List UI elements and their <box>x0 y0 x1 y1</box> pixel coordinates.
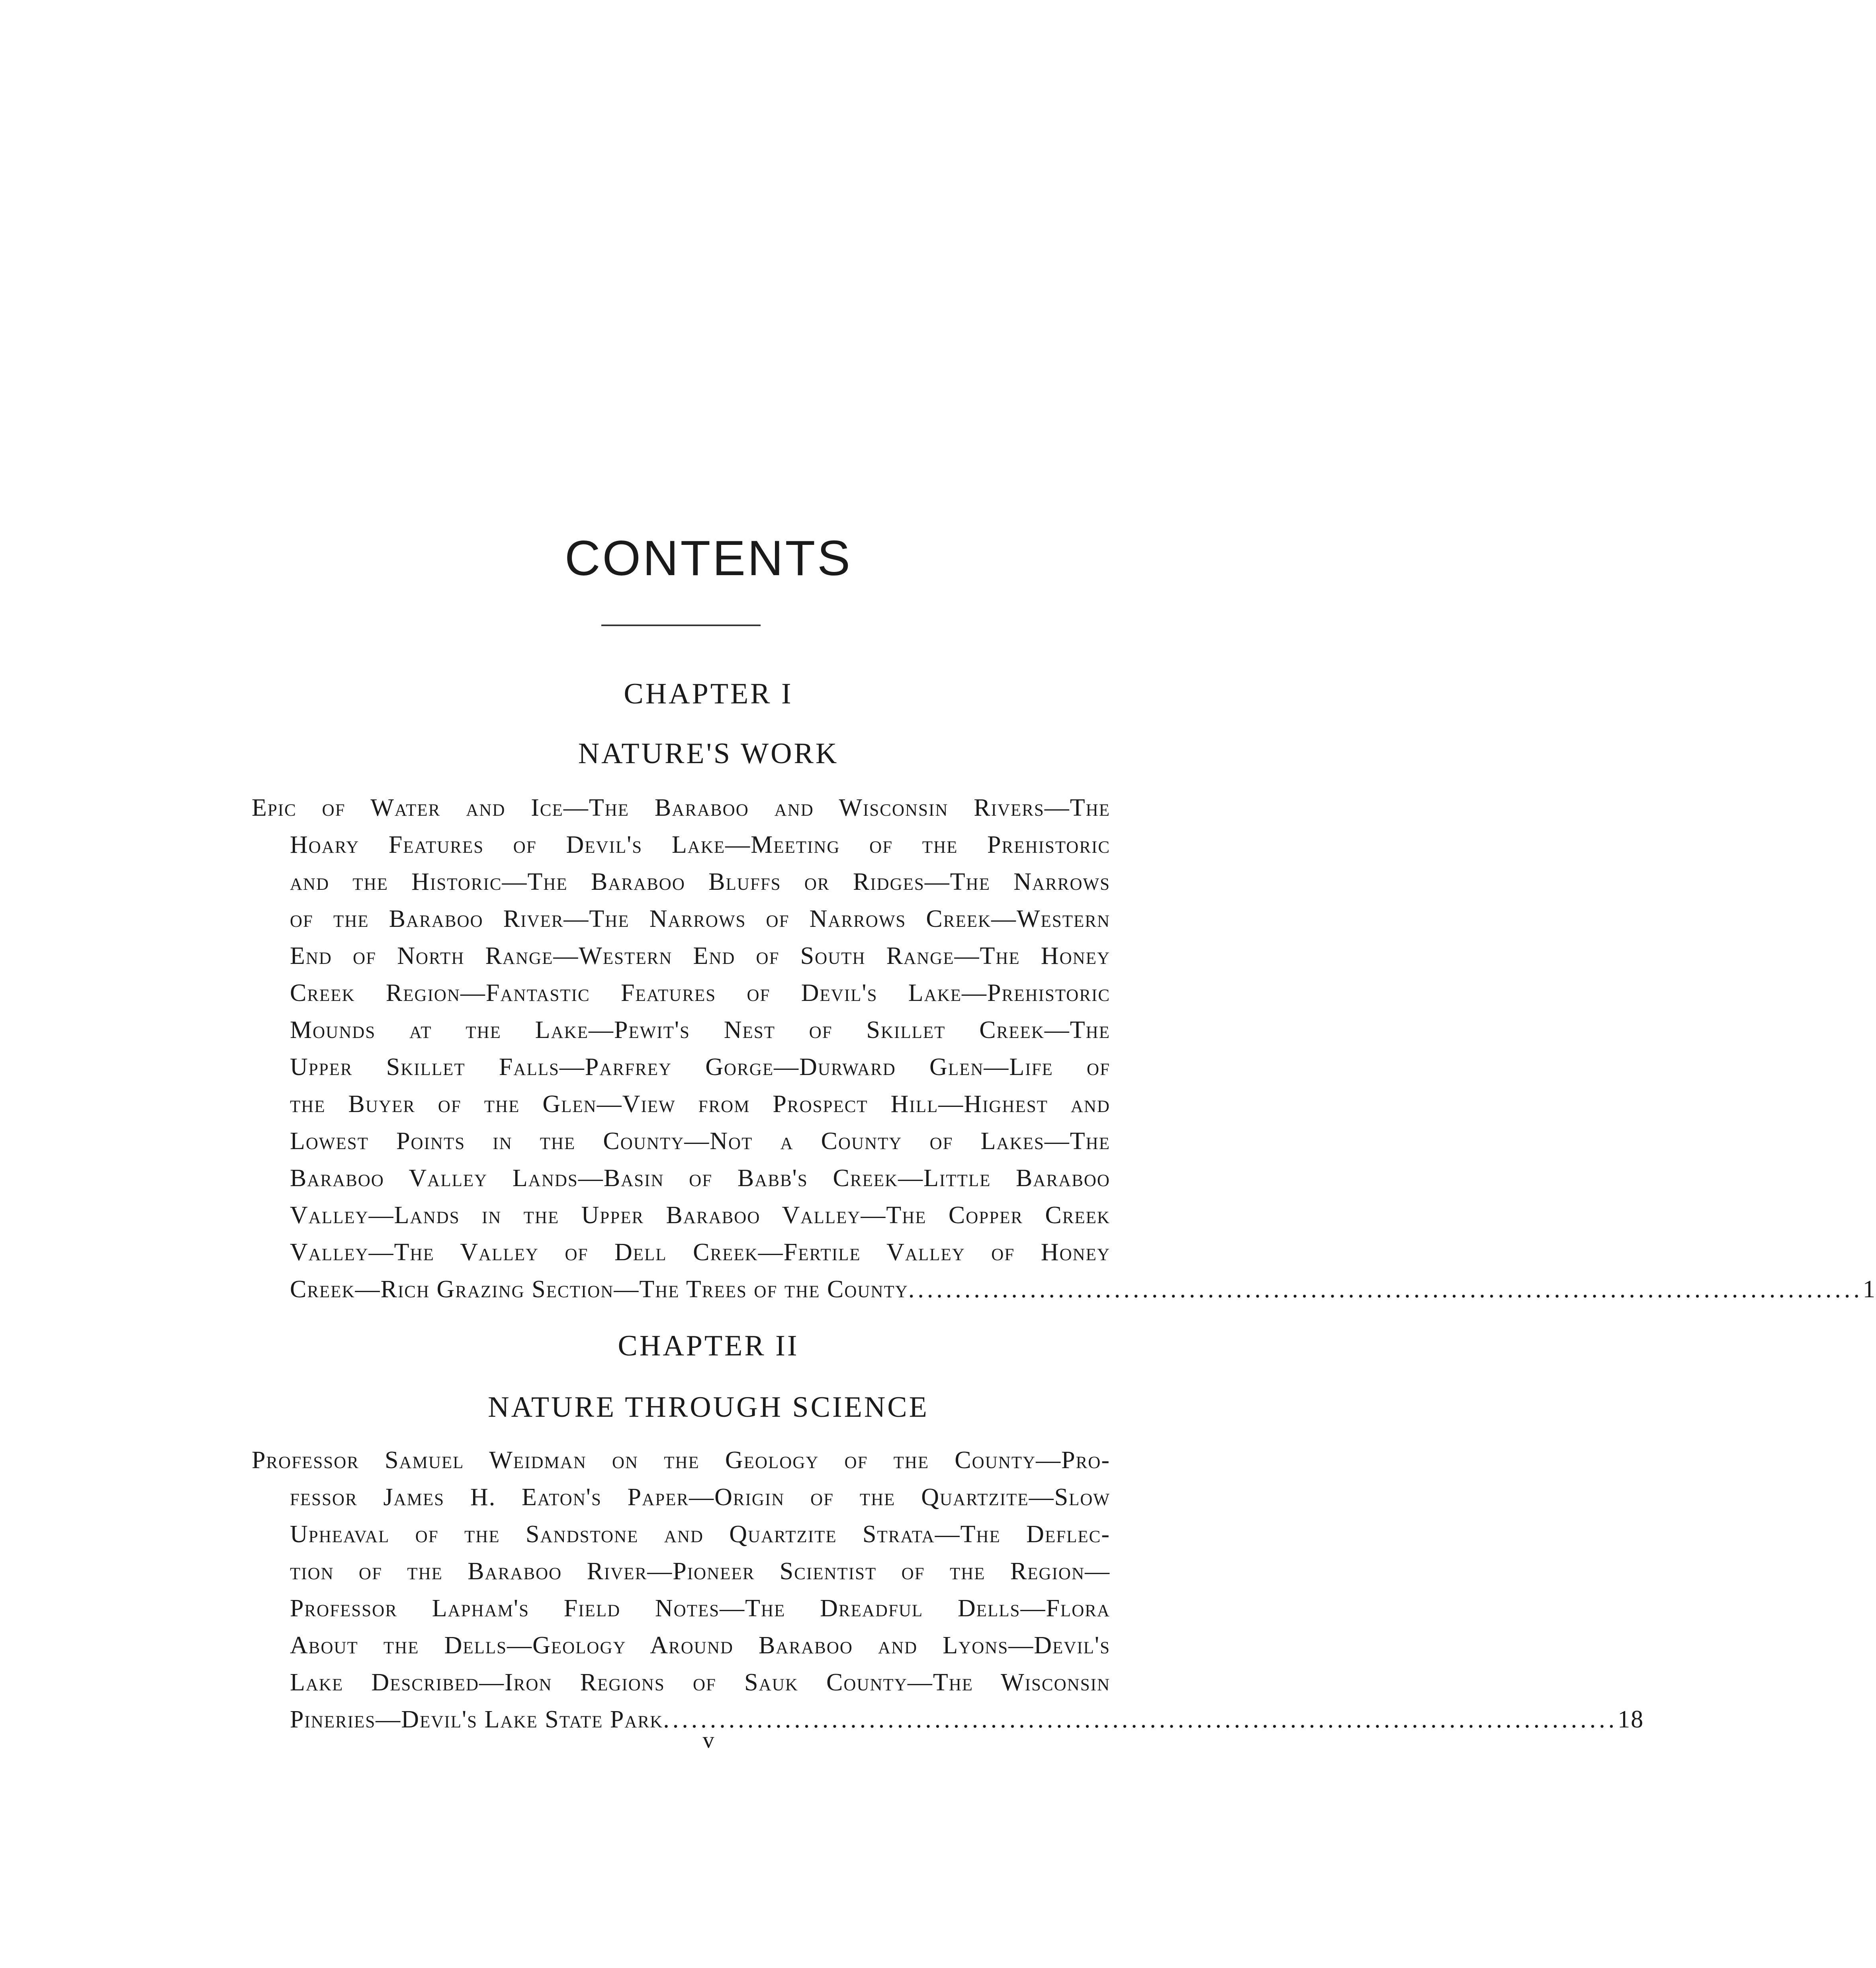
chapter-1-summary <box>252 789 1876 1308</box>
chapter-1-number: CHAPTER I <box>624 678 793 710</box>
summary-line: About the Dells—Geology Around Baraboo and Lyons—Devil's <box>290 1632 1110 1659</box>
chapter-2-summary <box>252 1442 1644 1738</box>
contents-heading: CONTENTS <box>565 531 852 586</box>
dot-leader: ...................................................................................................... <box>908 1276 1863 1303</box>
summary-line: Valley—The Valley of Dell Creek—Fertile Valley of Honey <box>290 1239 1110 1266</box>
summary-line: and the Historic—The Baraboo Bluffs or Ridges—The Narrows <box>290 868 1110 895</box>
summary-line: Lowest Points in the County—Not a County of Lakes—The <box>290 1128 1110 1155</box>
chapter-1-title: NATURE'S WORK <box>578 737 839 770</box>
chapter-2-page-number: 18 <box>1618 1706 1644 1733</box>
summary-line: Upheaval of the Sandstone and Quartzite Strata—The Deflec- <box>290 1521 1110 1548</box>
dot-leader: ...................................................................................................... <box>663 1706 1618 1733</box>
summary-line: Creek Region—Fantastic Features of Devil's Lake—Prehistoric <box>290 979 1110 1007</box>
summary-line: Epic of Water and Ice—The Baraboo and Wisconsin Rivers—The <box>252 794 1110 821</box>
summary-line: Pineries—Devil's Lake State Park <box>290 1706 663 1733</box>
chapter-2-number: CHAPTER II <box>618 1330 799 1362</box>
summary-line: fessor James H. Eaton's Paper—Origin of the Quartzite—Slow <box>290 1484 1110 1511</box>
summary-line: End of North Range—Western End of South Range—The Honey <box>290 942 1110 969</box>
summary-line: Baraboo Valley Lands—Basin of Babb's Creek—Little Baraboo <box>290 1165 1110 1192</box>
summary-line: the Buyer of the Glen—View from Prospect Hill—Highest and <box>290 1091 1110 1118</box>
title-rule <box>601 625 761 626</box>
summary-line: Creek—Rich Grazing Section—The Trees of the County <box>290 1276 908 1303</box>
summary-line: Valley—Lands in the Upper Baraboo Valley—The Copper Creek <box>290 1202 1110 1229</box>
summary-line: Mounds at the Lake—Pewit's Nest of Skillet Creek—The <box>290 1016 1110 1044</box>
summary-line: Lake Described—Iron Regions of Sauk County—The Wisconsin <box>290 1669 1110 1696</box>
summary-line: Professor Lapham's Field Notes—The Dreadful Dells—Flora <box>290 1595 1110 1622</box>
page-folio: v <box>702 1727 714 1753</box>
summary-line: of the Baraboo River—The Narrows of Narrows Creek—Western <box>290 905 1110 932</box>
summary-line: Hoary Features of Devil's Lake—Meeting of the Prehistoric <box>290 831 1110 858</box>
summary-last-line <box>252 1271 1876 1308</box>
chapter-2-title: NATURE THROUGH SCIENCE <box>488 1391 929 1424</box>
summary-line: Professor Samuel Weidman on the Geology of the County—Pro- <box>252 1447 1110 1474</box>
summary-line: tion of the Baraboo River—Pioneer Scientist of the Region— <box>290 1558 1110 1585</box>
summary-line: Upper Skillet Falls—Parfrey Gorge—Durward Glen—Life of <box>290 1054 1110 1081</box>
chapter-1-page-number: 1 <box>1862 1276 1876 1303</box>
